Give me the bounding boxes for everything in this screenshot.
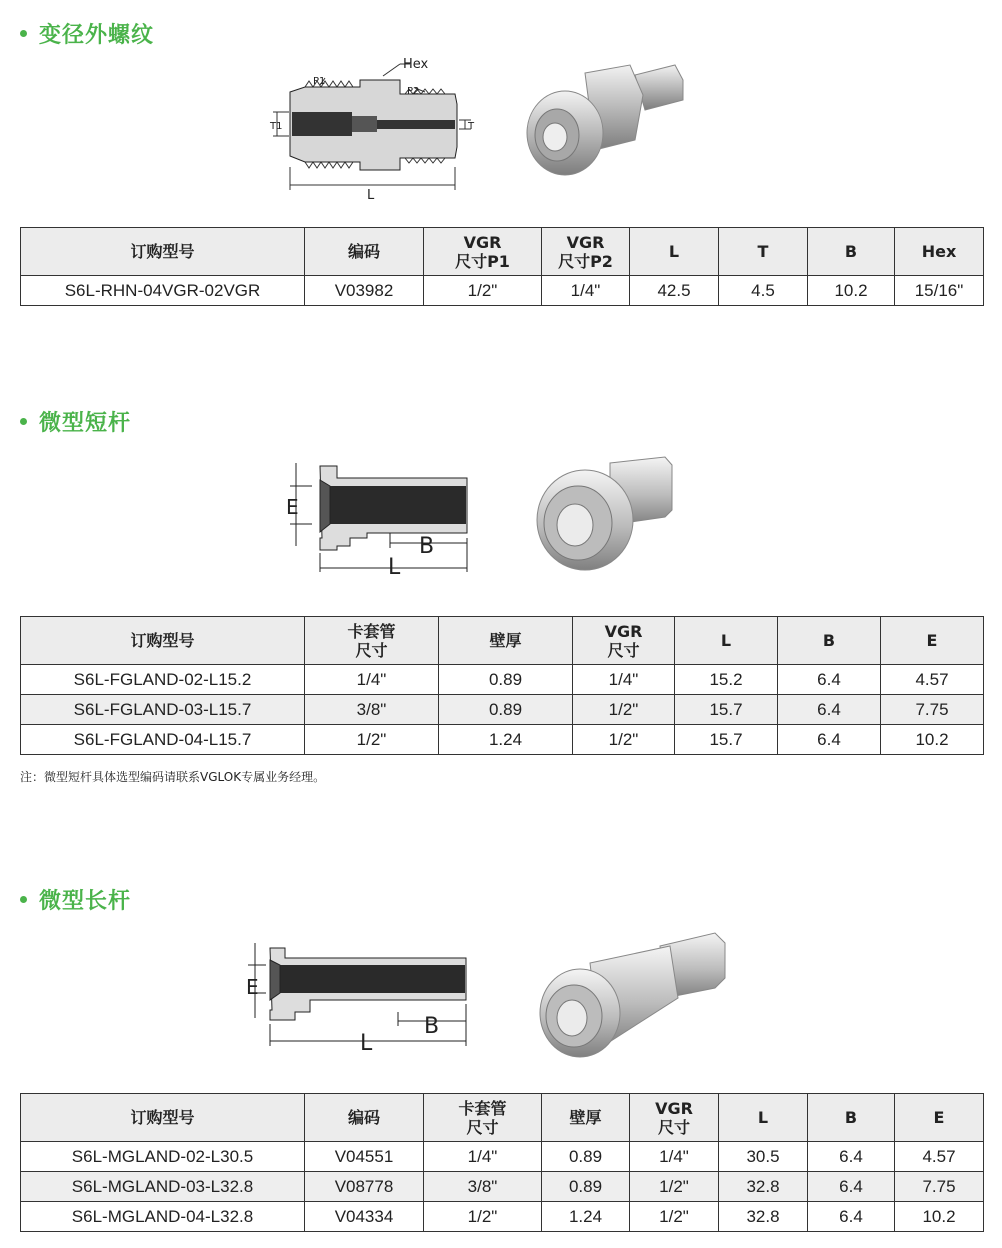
cell: 32.8 (719, 1172, 808, 1202)
reducer-spec-table (20, 227, 984, 306)
col-header: B (778, 617, 881, 665)
cell: 10.2 (895, 1202, 984, 1232)
reducer-diagram (265, 52, 485, 202)
l-label: L (360, 1031, 373, 1056)
e-label: E (286, 495, 299, 519)
cell: 1/4" (305, 665, 439, 695)
cell: V04334 (305, 1202, 424, 1232)
cell: S6L-MGLAND-02-L30.5 (21, 1142, 305, 1172)
cell: S6L-RHN-04VGR-02VGR (21, 276, 305, 306)
cell: 32.8 (719, 1202, 808, 1232)
cell: 6.4 (778, 665, 881, 695)
section-title-short-gland: 微型短杆 (20, 406, 131, 437)
table-row (21, 276, 984, 306)
selection-note: 注：微型短杆具体选型编码请联系VGLOK专属业务经理。 (20, 770, 326, 784)
long-gland-diagram (240, 938, 475, 1058)
cell: S6L-FGLAND-02-L15.2 (21, 665, 305, 695)
cell: 7.75 (895, 1172, 984, 1202)
col-header: Hex (895, 228, 984, 276)
cell: 1/4" (424, 1142, 542, 1172)
table-row (21, 665, 984, 695)
cell: S6L-FGLAND-03-L15.7 (21, 695, 305, 725)
cell: 1/4" (573, 665, 675, 695)
col-header: B (808, 1094, 895, 1142)
cell: S6L-FGLAND-04-L15.7 (21, 725, 305, 755)
cell: 1/4" (630, 1142, 719, 1172)
col-header: 壁厚 (542, 1094, 630, 1142)
cell: 0.89 (542, 1142, 630, 1172)
hex-label: Hex (403, 57, 429, 72)
cell: 1.24 (542, 1202, 630, 1232)
cell: 1/4" (542, 276, 630, 306)
col-header: T (719, 228, 808, 276)
cell: 1/2" (424, 276, 542, 306)
short-gland-diagram (282, 458, 472, 578)
cell: 7.75 (881, 695, 984, 725)
col-header: 编码 (305, 228, 424, 276)
cell: 1/2" (424, 1202, 542, 1232)
cell: 1/2" (573, 725, 675, 755)
cell: 6.4 (778, 725, 881, 755)
cell: 15.7 (675, 695, 778, 725)
col-header: E (881, 617, 984, 665)
cell: 4.5 (719, 276, 808, 306)
table-row (21, 1202, 984, 1232)
col-header: VGR 尺寸P2 (542, 228, 630, 276)
col-header: 卡套管 尺寸 (305, 617, 439, 665)
cell: V03982 (305, 276, 424, 306)
l-label: L (367, 188, 375, 202)
short-gland-photo (530, 455, 680, 580)
cell: 6.4 (808, 1142, 895, 1172)
col-header: L (719, 1094, 808, 1142)
cell: 3/8" (305, 695, 439, 725)
table-row (21, 725, 984, 755)
table-row (21, 1142, 984, 1172)
col-header: 壁厚 (439, 617, 573, 665)
section-title-long-gland: 微型长杆 (20, 884, 131, 915)
bullet-dot-icon (20, 418, 27, 425)
cell: 1/2" (305, 725, 439, 755)
cell: 1/2" (573, 695, 675, 725)
short-gland-spec-table (20, 616, 984, 755)
col-header: VGR 尺寸 (630, 1094, 719, 1142)
long-gland-photo (530, 928, 730, 1068)
cell: 6.4 (808, 1202, 895, 1232)
cell: 1/2" (630, 1202, 719, 1232)
section-title-reducer: 变径外螺纹 (20, 18, 154, 49)
table-row (21, 695, 984, 725)
cell: 0.89 (439, 665, 573, 695)
bullet-dot-icon (20, 896, 27, 903)
col-header: VGR 尺寸P1 (424, 228, 542, 276)
cell: 0.89 (542, 1172, 630, 1202)
b-label: B (419, 534, 435, 559)
cell: 0.89 (439, 695, 573, 725)
cell: 6.4 (778, 695, 881, 725)
reducer-photo (515, 55, 695, 190)
cell: 15.7 (675, 725, 778, 755)
col-header: 编码 (305, 1094, 424, 1142)
cell: 15/16" (895, 276, 984, 306)
p1-label: P1 (313, 76, 326, 87)
cell: 3/8" (424, 1172, 542, 1202)
col-header: 订购型号 (21, 617, 305, 665)
col-header: 订购型号 (21, 1094, 305, 1142)
l-label: L (388, 555, 401, 578)
cell: 4.57 (895, 1142, 984, 1172)
cell: 15.2 (675, 665, 778, 695)
cell: 1.24 (439, 725, 573, 755)
cell: 10.2 (808, 276, 895, 306)
cell: 42.5 (630, 276, 719, 306)
t-label: T (468, 121, 475, 132)
b-label: B (424, 1014, 440, 1039)
cell: 4.57 (881, 665, 984, 695)
cell: 30.5 (719, 1142, 808, 1172)
cell: 6.4 (808, 1172, 895, 1202)
cell: V04551 (305, 1142, 424, 1172)
cell: S6L-MGLAND-03-L32.8 (21, 1172, 305, 1202)
col-header: VGR 尺寸 (573, 617, 675, 665)
cell: V08778 (305, 1172, 424, 1202)
table-row (21, 1172, 984, 1202)
col-header: L (630, 228, 719, 276)
e-label: E (246, 975, 259, 999)
t1-label: T1 (270, 121, 283, 132)
col-header: 卡套管 尺寸 (424, 1094, 542, 1142)
p2-label: P2 (407, 86, 420, 97)
col-header: B (808, 228, 895, 276)
cell: S6L-MGLAND-04-L32.8 (21, 1202, 305, 1232)
col-header: E (895, 1094, 984, 1142)
long-gland-spec-table (20, 1093, 984, 1232)
bullet-dot-icon (20, 30, 27, 37)
cell: 1/2" (630, 1172, 719, 1202)
col-header: 订购型号 (21, 228, 305, 276)
col-header: L (675, 617, 778, 665)
cell: 10.2 (881, 725, 984, 755)
